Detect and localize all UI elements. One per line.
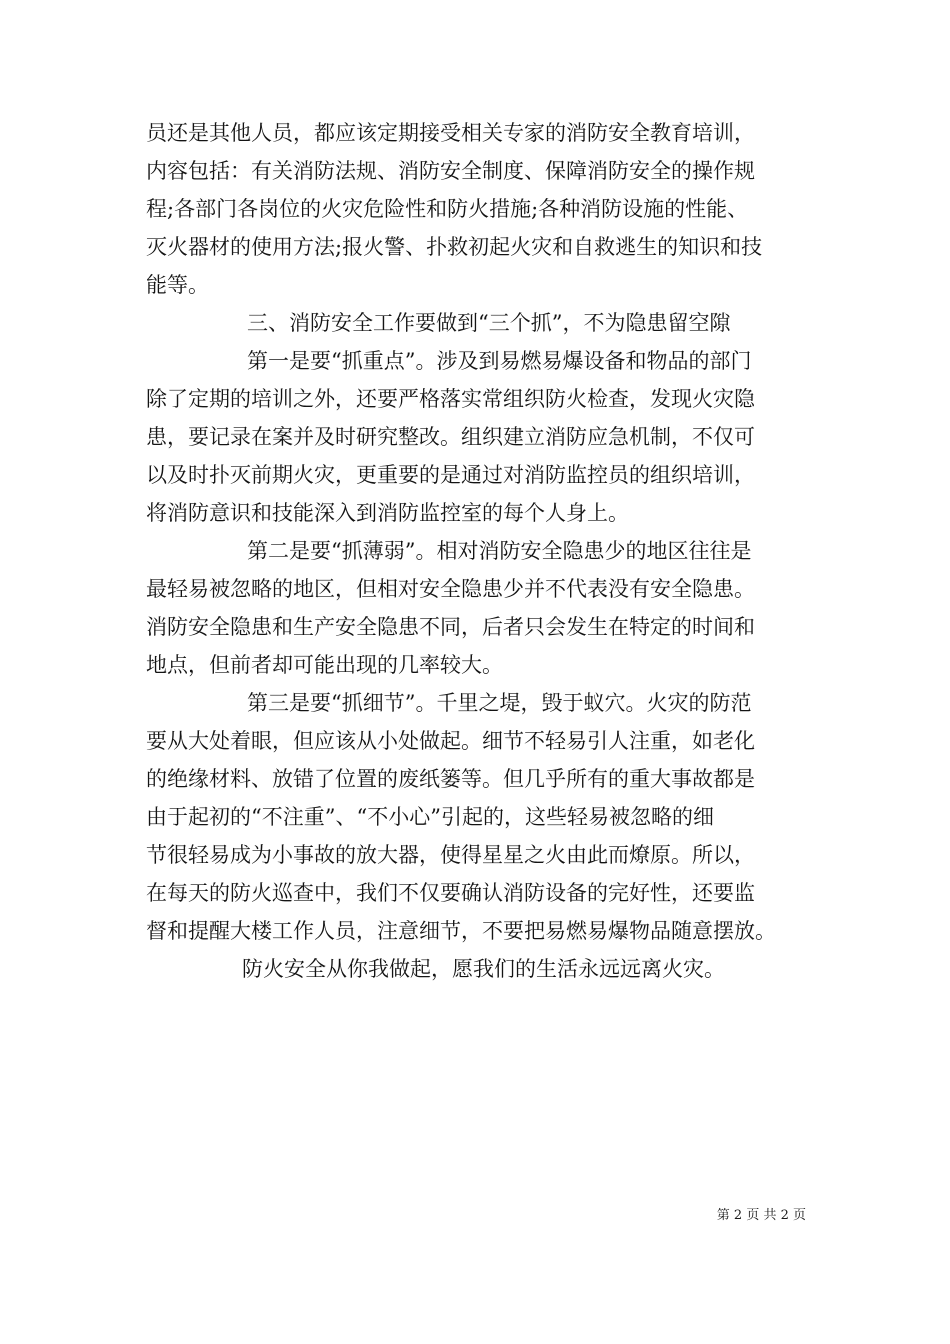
text-line: 消防安全隐患和生产安全隐患不同，后者只会发生在特定的时间和 [146, 615, 755, 639]
text-line: 地点，但前者却可能出现的几率较大。 [146, 653, 503, 677]
text-line: 在每天的防火巡查中，我们不仅要确认消防设备的完好性，还要监 [146, 881, 755, 905]
text-line: 的绝缘材料、放错了位置的废纸篓等。但几乎所有的重大事故都是 [146, 767, 755, 791]
text-line: 节很轻易成为小事故的放大器，使得星星之火由此而燎原。所以， [146, 843, 755, 867]
body-text [146, 114, 806, 988]
text-line: 能等。 [146, 273, 209, 297]
text-line: 督和提醒大楼工作人员，注意细节，不要把易燃易爆物品随意摆放。 [146, 919, 776, 943]
paragraph-first-line: 第二是要“抓薄弱”。相对消防安全隐患少的地区往往是 [247, 539, 752, 563]
text-line: 最轻易被忽略的地区，但相对安全隐患少并不代表没有安全隐患。 [146, 577, 755, 601]
text-line: 内容包括：有关消防法规、消防安全制度、保障消防安全的操作规 [146, 159, 755, 183]
text-line: 要从大处着眼，但应该从小处做起。细节不轻易引人注重，如老化 [146, 729, 755, 753]
page-number: 第 2 页 共 2 页 [716, 1208, 806, 1223]
paragraph-first-line: 第三是要“抓细节”。千里之堤，毁于蚁穴。火灾的防范 [247, 691, 752, 715]
text-line: 患，要记录在案并及时研究整改。组织建立消防应急机制，不仅可 [146, 425, 755, 449]
text-line: 员还是其他人员，都应该定期接受相关专家的消防安全教育培训， [146, 121, 755, 145]
text-line: 以及时扑灭前期火灾，更重要的是通过对消防监控员的组织培训， [146, 463, 755, 487]
text-line: 程;各部门各岗位的火灾危险性和防火措施;各种消防设施的性能、 [146, 197, 749, 221]
section-heading: 三、消防安全工作要做到“三个抓”，不为隐患留空隙 [247, 311, 731, 335]
paragraph-first-line: 第一是要“抓重点”。涉及到易燃易爆设备和物品的部门 [247, 349, 752, 373]
closing-line: 防火安全从你我做起，愿我们的生活永远远离火灾。 [242, 957, 725, 981]
text-line: 将消防意识和技能深入到消防监控室的每个人身上。 [146, 501, 629, 525]
text-line: 灭火器材的使用方法;报火警、扑救初起火灾和自救逃生的知识和技 [146, 235, 763, 259]
text-line: 除了定期的培训之外，还要严格落实常组织防火检查，发现火灾隐 [146, 387, 755, 411]
text-line: 由于起初的“不注重”、“不小心”引起的，这些轻易被忽略的细 [146, 805, 714, 829]
